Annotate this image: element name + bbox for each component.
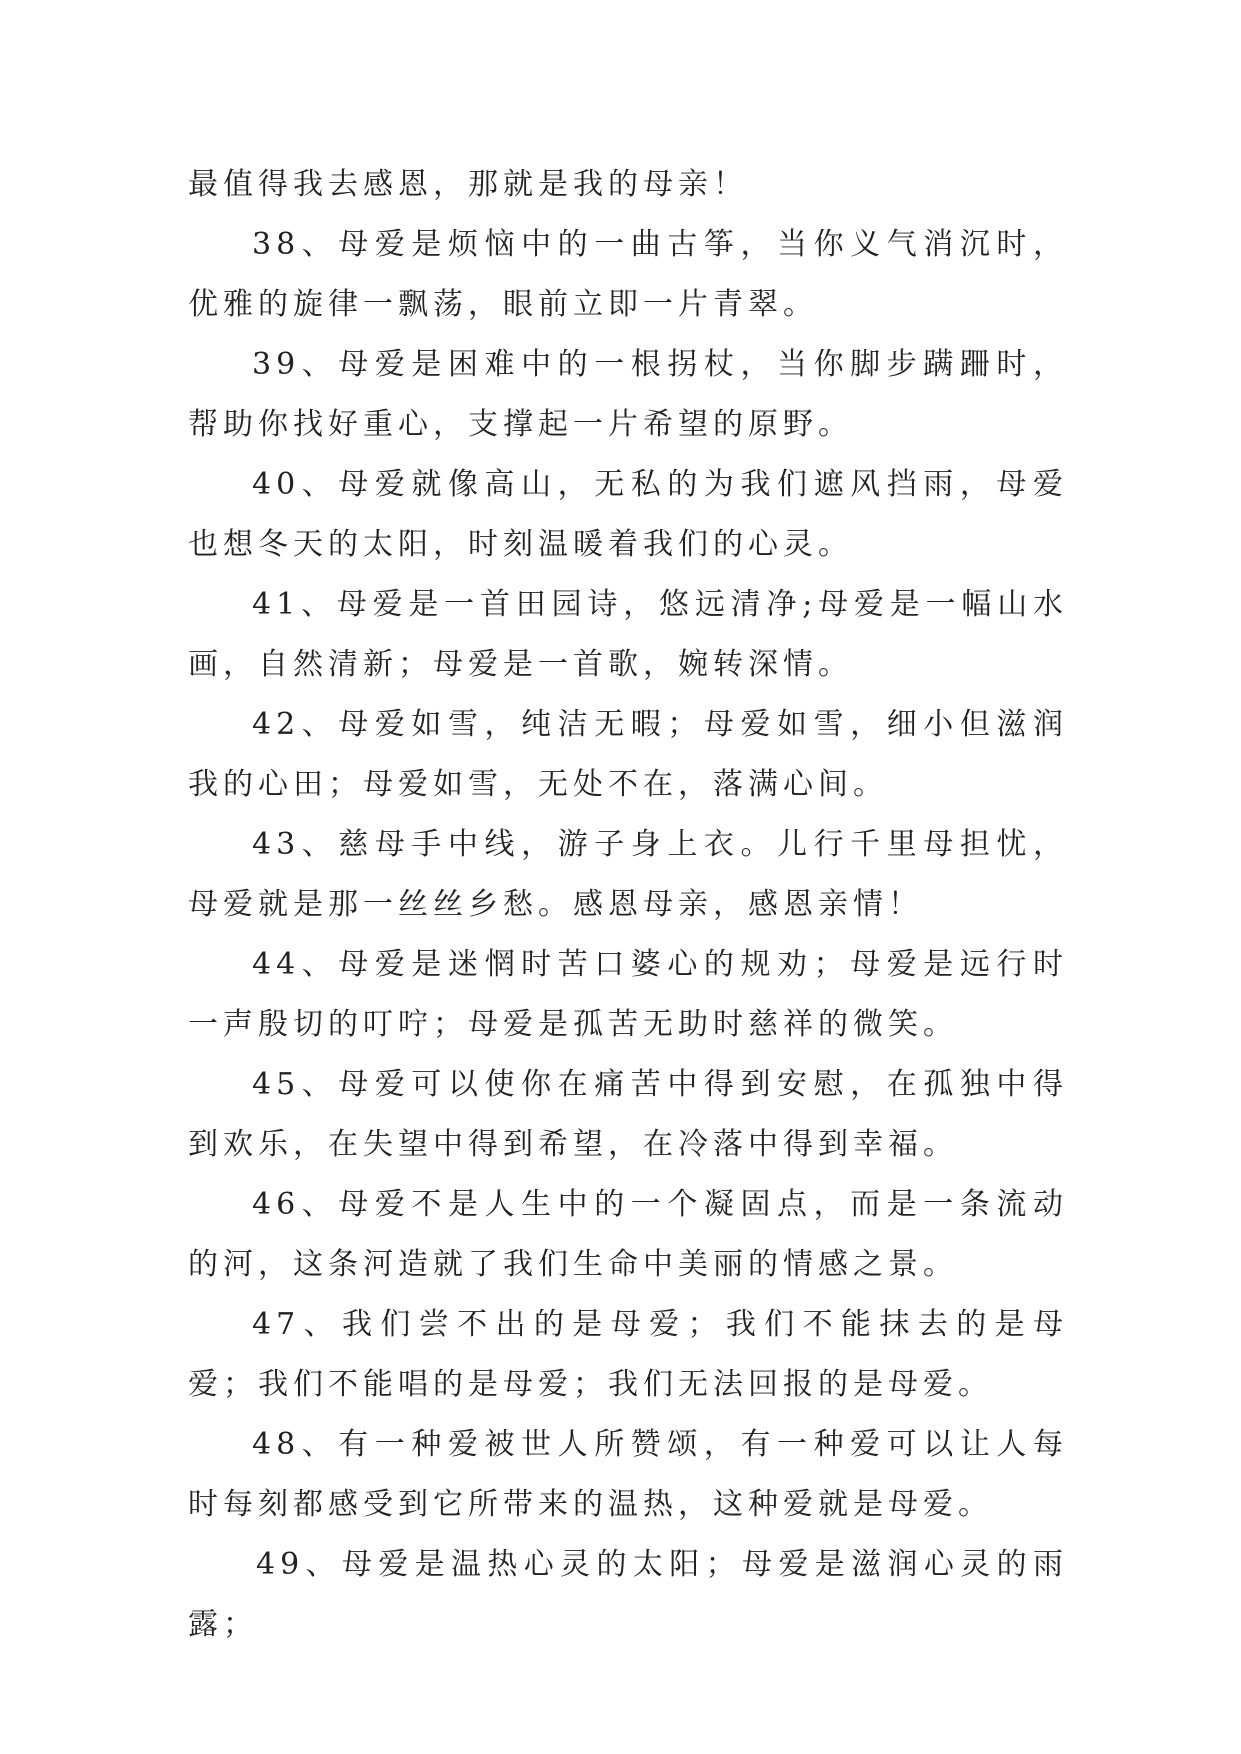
paragraph-41: 41、母爱是一首田园诗，悠远清净;母爱是一幅山水画，自然清新；母爱是一首歌，婉转深情。: [188, 587, 1068, 682]
paragraph-49: 49、母爱是温热心灵的太阳；母爱是滋润心灵的雨露；: [188, 1547, 1068, 1642]
paragraph-39: 39、母爱是困难中的一根拐杖，当你脚步蹒跚时，帮助你找好重心，支撑起一片希望的原野。: [188, 347, 1068, 442]
paragraph-48: 48、有一种爱被世人所赞颂，有一种爱可以让人每时每刻都感受到它所带来的温热，这种爱就是母爱。: [188, 1427, 1068, 1522]
paragraph-40: 40、母爱就像高山，无私的为我们遮风挡雨，母爱也想冬天的太阳，时刻温暖着我们的心灵。: [188, 467, 1068, 562]
paragraph-continuation: 最值得我去感恩，那就是我的母亲！: [188, 167, 748, 202]
document-body: [188, 155, 1068, 1655]
paragraph-46: 46、母爱不是人生中的一个凝固点，而是一条流动的河，这条河造就了我们生命中美丽的情感之景。: [188, 1187, 1068, 1282]
paragraph-45: 45、母爱可以使你在痛苦中得到安慰，在孤独中得到欢乐，在失望中得到希望，在冷落中得到幸福。: [188, 1067, 1068, 1162]
paragraph-44: 44、母爱是迷惘时苦口婆心的规劝；母爱是远行时一声殷切的叮咛；母爱是孤苦无助时慈祥的微笑。: [188, 947, 1068, 1042]
paragraph-43: 43、慈母手中线，游子身上衣。儿行千里母担忧，母爱就是那一丝丝乡愁。感恩母亲，感恩亲情！: [188, 827, 1068, 922]
paragraph-47: 47、我们尝不出的是母爱；我们不能抹去的是母爱；我们不能唱的是母爱；我们无法回报的是母爱。: [188, 1307, 1068, 1402]
paragraph-38: 38、母爱是烦恼中的一曲古筝，当你义气消沉时，优雅的旋律一飘荡，眼前立即一片青翠。: [188, 227, 1068, 322]
paragraph-42: 42、母爱如雪，纯洁无暇；母爱如雪，细小但滋润我的心田；母爱如雪，无处不在，落满心间。: [188, 707, 1068, 802]
